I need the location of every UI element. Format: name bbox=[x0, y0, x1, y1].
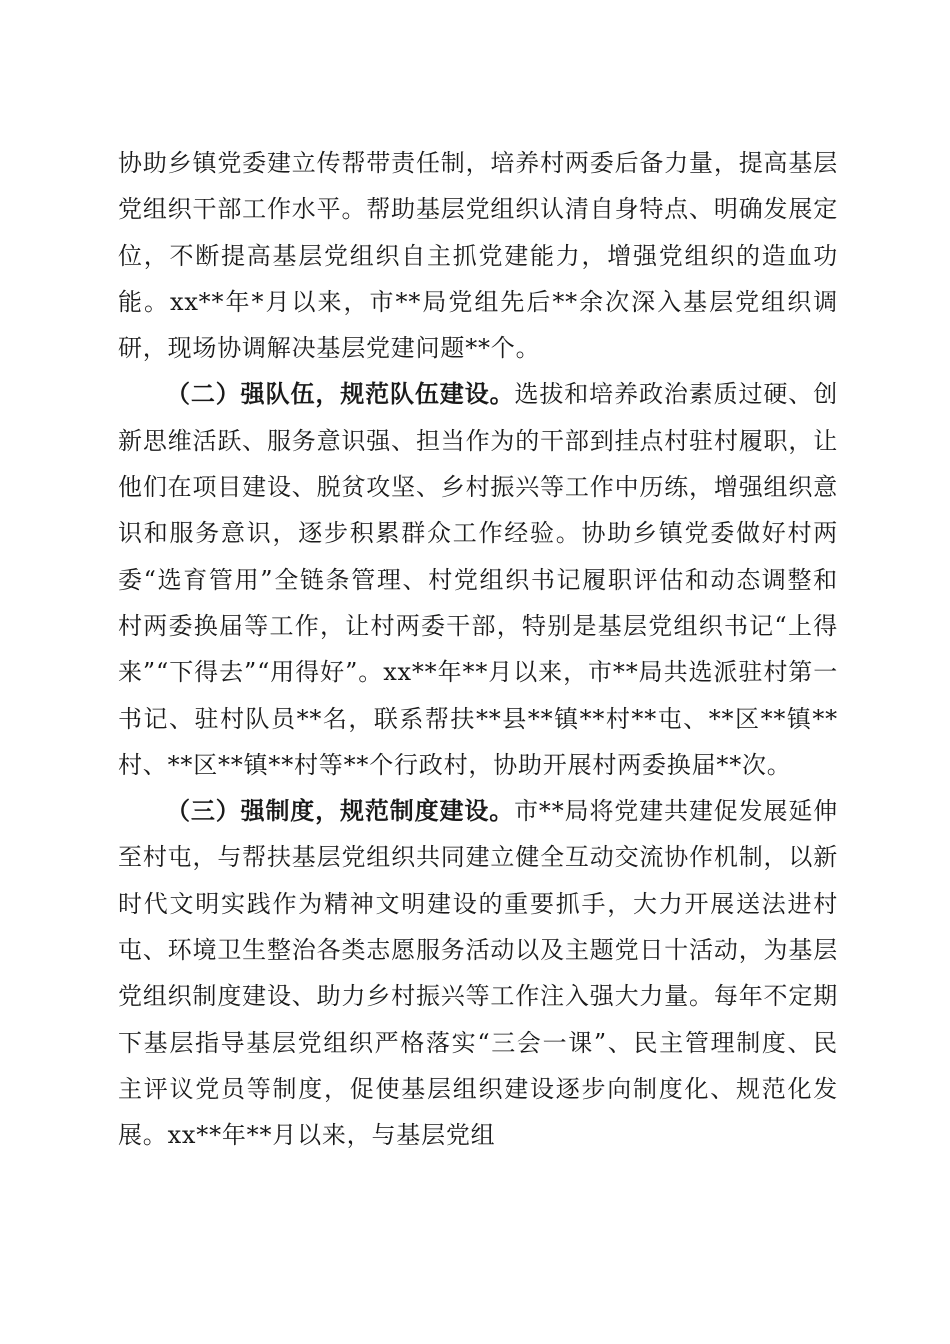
document-body bbox=[118, 140, 838, 1159]
paragraph-text: 选拔和培养政治素质过硬、创新思维活跃、服务意识强、担当作为的干部到挂点村驻村履职，让他们在项目建设、脱贫攻坚、乡村振兴等工作中历练，增强组织意识和服务意识，逐步积累群众工作经验。协助乡镇党委做好村两委“选育管用”全链条管理、村党组织书记履职评估和动态调整和村两委换届等工作，让村两委干部，特别是基层党组织书记“上得来”“下得去”“用得好”。xx**年**月以来，市**局共选派驻村第一书记、驻村队员**名，联系帮扶**县**镇**村**屯、**区**镇**村、**区**镇**村等**个行政村，协助开展村两委换届**次。 bbox=[118, 380, 839, 779]
paragraph-continuation bbox=[118, 140, 838, 371]
section-heading-team: （二）强队伍，规范队伍建设。 bbox=[166, 379, 515, 409]
section-heading-system: （三）强制度，规范制度建设。 bbox=[166, 796, 515, 826]
paragraph-system-building bbox=[118, 788, 838, 1158]
paragraph-team-building bbox=[118, 371, 838, 788]
paragraph-text: 协助乡镇党委建立传帮带责任制，培养村两委后备力量，提高基层党组织干部工作水平。帮助基层党组织认清自身特点、明确发展定位，不断提高基层党组织自主抓党建能力，增强党组织的造血功能。xx**年*月以来，市**局党组先后**余次深入基层党组织调研，现场协调解决基层党建问题**个。 bbox=[118, 149, 838, 363]
paragraph-text: 市**局将党建共建促发展延伸至村屯，与帮扶基层党组织共同建立健全互动交流协作机制，以新时代文明实践作为精神文明建设的重要抓手，大力开展送法进村屯、环境卫生整治各类志愿服务活动以及主题党日十活动，为基层党组织制度建设、助力乡村振兴等工作注入强大力量。每年不定期下基层指导基层党组织严格落实“三会一课”、民主管理制度、民主评议党员等制度，促使基层组织建设逐步向制度化、规范化发展。xx**年**月以来，与基层党组 bbox=[118, 797, 838, 1150]
